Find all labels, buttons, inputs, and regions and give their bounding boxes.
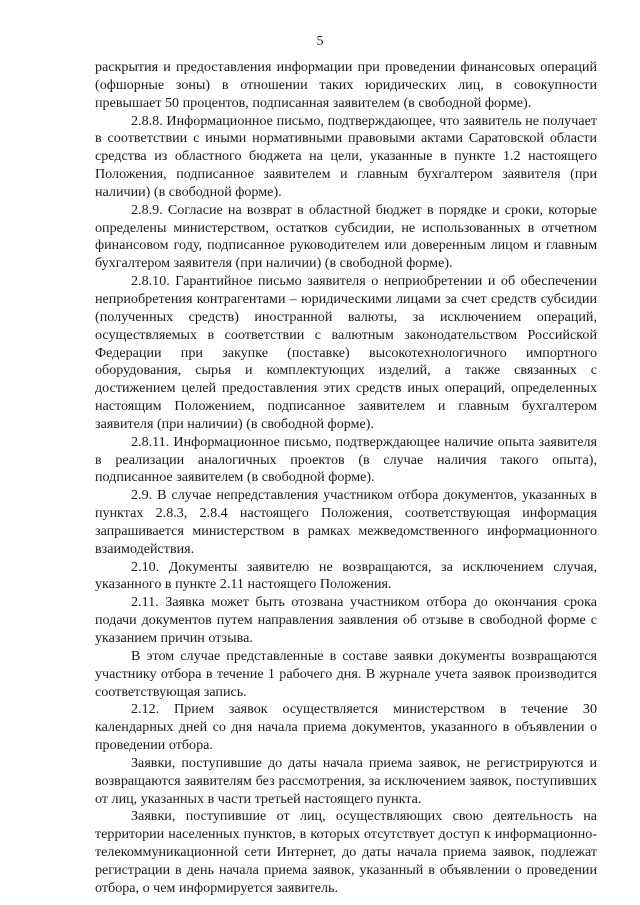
- paragraph-2-8-11: 2.8.11. Информационное письмо, подтверждающее наличие опыта заявителя в реализации аналогичных проектов (в случае наличия такого опыта), подписанное заявителем (в свободной форме).: [95, 433, 597, 486]
- paragraph-continuation: раскрытия и предоставления информации при проведении финансовых операций (офшорные зоны) в отношении таких юридических лиц, в совокупности превышает 50 процентов, подписанная заявителем (в свободной форме).: [95, 59, 597, 111]
- paragraph-2-12: 2.12. Прием заявок осуществляется министерством в течение 30 календарных дней со дня начала приема документов, указанного в объявлении о проведении отбора.: [95, 701, 597, 754]
- paragraph-2-8-9: 2.8.9. Согласие на возврат в областной бюджет в порядке и сроки, которые определены министерством, остатков субсидии, не использованных в отчетном финансовом году, подписанное руководителем или доверенным лицом и главным бухгалтером заявителя (при наличии) (в свободной форме).: [95, 201, 597, 272]
- paragraph-2-10: 2.10. Документы заявителю не возвращаются, за исключением случая, указанного в пункте 2.11 настоящего Положения.: [95, 558, 597, 593]
- paragraph-2-11-return: В этом случае представленные в составе заявки документы возвращаются участнику отбора в течение 1 рабочего дня. В журнале учета заявок производится соответствующая запись.: [95, 647, 597, 700]
- paragraph-2-12-no-internet: Заявки, поступившие от лиц, осуществляющих свою деятельность на территории населенных пунктов, в которых отсутствует доступ к информационно-телекоммуникационной сети Интернет, до даты начала приема заявок, подлежат регистрации в день начала приема заявок, указанный в объявлении о проведении отбора, о чем информируется заявитель.: [95, 808, 597, 896]
- paragraph-2-9: 2.9. В случае непредставления участником отбора документов, указанных в пунктах 2.8.3, 2.8.4 настоящего Положения, соответствующая информация запрашивается министерством в рамках межведомственного информационного взаимодействия.: [95, 487, 597, 557]
- page-number: 5: [316, 34, 324, 49]
- paragraph-2-11: 2.11. Заявка может быть отозвана участником отбора до окончания срока подачи документов путем направления заявления об отзыве в свободной форме с указанием причин отзыва.: [95, 594, 597, 646]
- paragraph-2-8-10: 2.8.10. Гарантийное письмо заявителя о неприобретении и об обеспечении неприобретения контрагентами – юридическими лицами за счет средств субсидии (полученных средств) иностранной валюты, за исключением операций, осуществляемых в соответствии с валютным законодательством Российской Федерации при закупке (поставке) высокотехнологичного импортного оборудования, сырья и комплектующих изделий, а также связанных с достижением целей предоставления этих средств иных операций, определенных настоящим Положением, подписанное заявителем и главным бухгалтером заявителя (при наличии) (в свободной форме).: [95, 273, 597, 432]
- paragraph-2-8-8: 2.8.8. Информационное письмо, подтверждающее, что заявитель не получает в соответствии с иными нормативными правовыми актами Саратовской области средства из областного бюджета на цели, указанные в пункте 1.2 настоящего Положения, подписанное заявителем и главным бухгалтером заявителя (при наличии) (в свободной форме).: [95, 112, 597, 200]
- document-body: [95, 59, 597, 898]
- paragraph-2-12-early-applications: Заявки, поступившие до даты начала приема заявок, не регистрируются и возвращаются заявителям без рассмотрения, за исключением заявок, поступивших от лиц, указанных в части третьей настоящего пункта.: [95, 754, 597, 807]
